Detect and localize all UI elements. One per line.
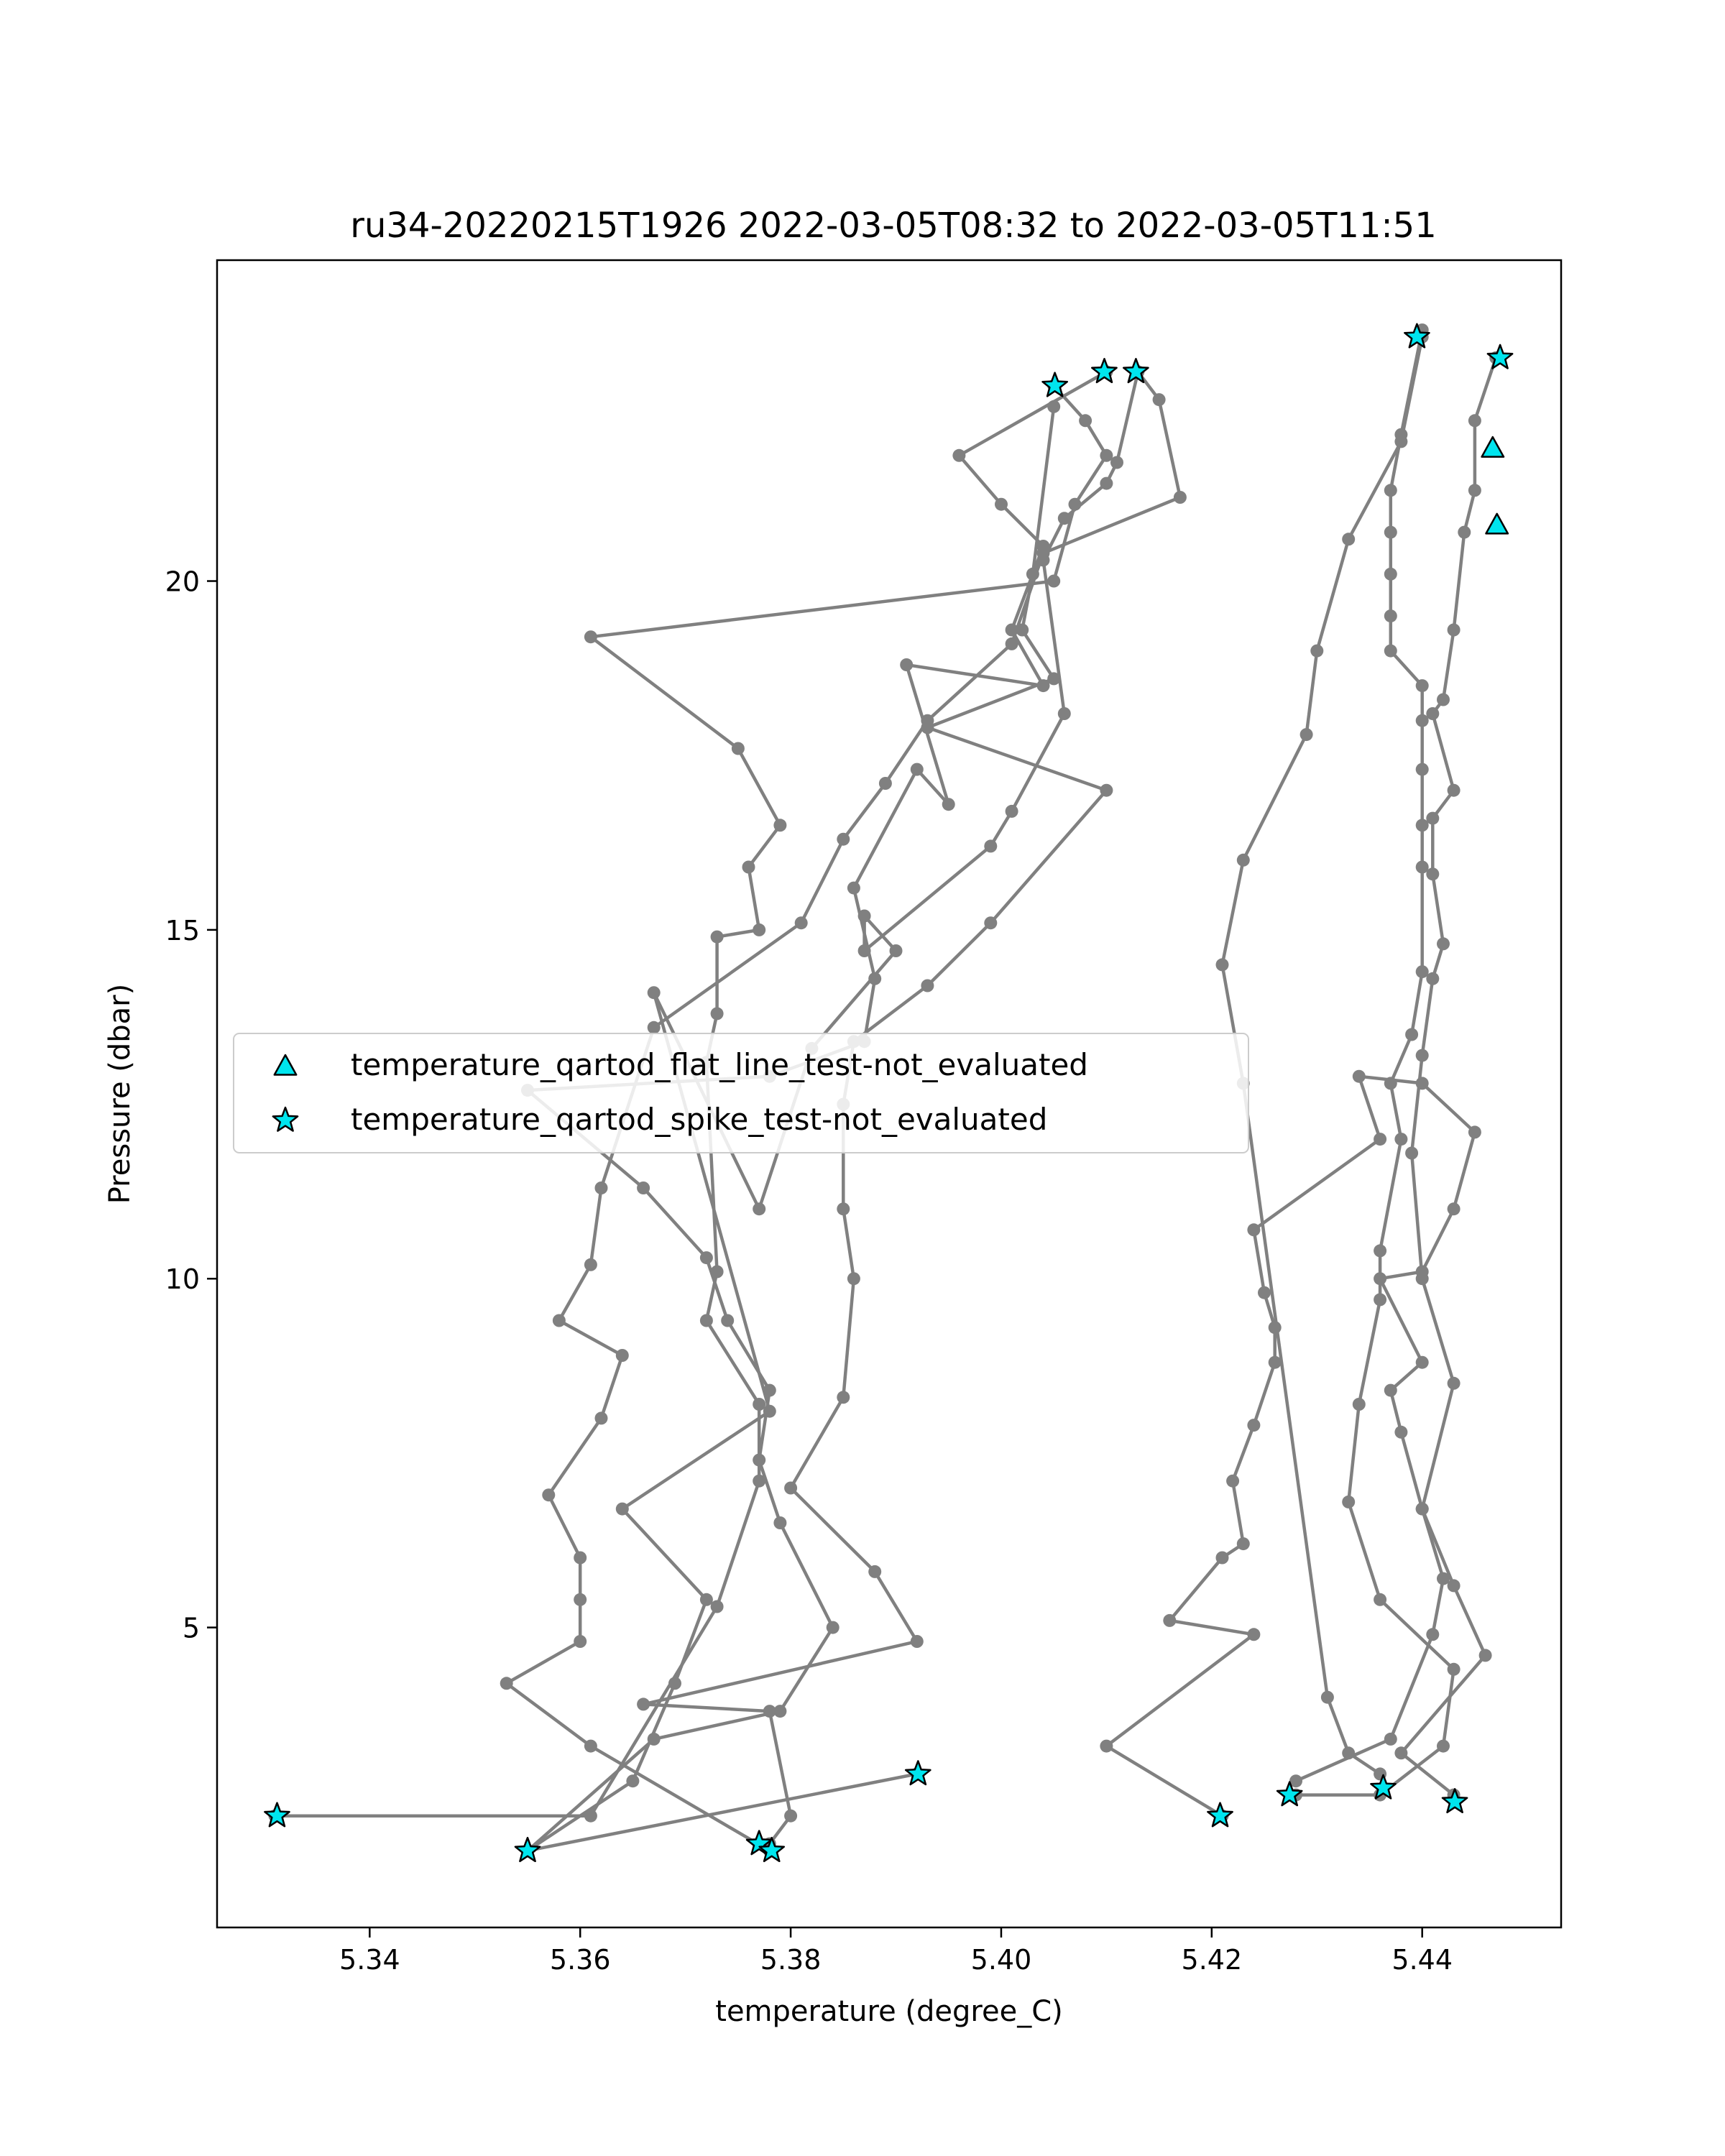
y-tick-label: 15 [165, 914, 200, 946]
data-point [911, 1635, 924, 1648]
data-point [648, 1021, 661, 1034]
data-point [1416, 1356, 1429, 1369]
data-point [1384, 484, 1397, 497]
data-point [879, 777, 892, 790]
data-point [637, 1181, 650, 1194]
data-point [1448, 784, 1460, 797]
data-point [763, 1705, 776, 1718]
data-point [742, 861, 755, 874]
data-point [1258, 1286, 1271, 1299]
data-point [837, 833, 850, 846]
data-point [721, 1314, 734, 1327]
data-point [1247, 1419, 1260, 1432]
data-point [837, 1391, 850, 1404]
data-point [1216, 1552, 1229, 1565]
data-point [1448, 1663, 1460, 1676]
data-point [648, 986, 661, 999]
data-point [648, 1733, 661, 1746]
y-axis-label: Pressure (dbar) [104, 983, 137, 1204]
data-point [1374, 1133, 1386, 1146]
data-point [1384, 609, 1397, 622]
data-point [1110, 456, 1123, 469]
data-point [711, 1600, 724, 1613]
y-axis [165, 566, 217, 1644]
data-point [773, 1516, 786, 1529]
data-point [784, 1810, 797, 1823]
flat-line-test-marker [1486, 514, 1508, 534]
data-point [616, 1503, 629, 1516]
data-point [1426, 1628, 1439, 1641]
data-point [995, 498, 1008, 511]
data-point [1353, 1070, 1366, 1083]
data-point [921, 721, 934, 734]
x-tick-label: 5.42 [1181, 1944, 1243, 1976]
x-tick-label: 5.36 [549, 1944, 611, 1976]
data-point [1448, 1377, 1460, 1390]
data-point [1394, 1133, 1407, 1146]
data-point [1374, 1293, 1386, 1306]
data-point [1384, 568, 1397, 581]
data-point [637, 1697, 650, 1710]
data-point [1448, 624, 1460, 637]
spike-test-marker [1208, 1803, 1232, 1827]
data-point [616, 1349, 629, 1362]
data-point [773, 819, 786, 831]
data-point [1047, 672, 1060, 685]
data-point [1342, 1496, 1355, 1508]
data-point [827, 1621, 840, 1634]
data-point [1426, 707, 1439, 720]
spike-test-marker [906, 1761, 930, 1784]
data-point [868, 1565, 881, 1578]
data-point [868, 972, 881, 985]
data-point [1353, 1398, 1366, 1411]
legend [234, 1033, 1248, 1153]
data-point [1374, 1244, 1386, 1257]
data-point [1405, 1147, 1418, 1160]
data-point [1394, 435, 1407, 448]
data-point [1153, 393, 1166, 406]
data-point [1300, 728, 1313, 741]
y-tick-label: 5 [182, 1612, 200, 1644]
data-point [1384, 526, 1397, 539]
data-point [1216, 958, 1229, 971]
data-point [626, 1774, 639, 1787]
data-point [1237, 854, 1250, 867]
data-point [984, 839, 997, 852]
data-point [574, 1552, 586, 1565]
data-point [837, 1202, 850, 1215]
data-point [984, 916, 997, 929]
data-point [1342, 1746, 1355, 1759]
data-point [1384, 1733, 1397, 1746]
data-point [668, 1677, 681, 1690]
data-point [584, 630, 597, 643]
data-point [890, 944, 903, 957]
data-point [1247, 1628, 1260, 1641]
data-point [574, 1635, 586, 1648]
data-point [1448, 1202, 1460, 1215]
data-point [1247, 1223, 1260, 1236]
x-tick-label: 5.40 [970, 1944, 1032, 1976]
chart-title: ru34-20220215T1926 2022-03-05T08:32 to 2022-03-05T11:51 [350, 206, 1437, 246]
data-point [595, 1181, 608, 1194]
data-point [1426, 812, 1439, 825]
data-point [1468, 484, 1481, 497]
data-point [574, 1593, 586, 1606]
data-point [1426, 867, 1439, 880]
profile-line-7 [1296, 330, 1454, 1795]
data-point [553, 1314, 566, 1327]
data-point [1437, 1740, 1450, 1753]
data-point [1416, 1049, 1429, 1062]
x-tick-label: 5.34 [339, 1944, 400, 1976]
data-point [1405, 1028, 1418, 1041]
data-point [584, 1258, 597, 1271]
data-point [911, 763, 924, 776]
data-point [1006, 637, 1018, 650]
x-axis [339, 1927, 1453, 1976]
data-point [1437, 937, 1450, 950]
data-point [753, 1202, 765, 1215]
data-point [700, 1251, 713, 1264]
data-point [942, 798, 955, 811]
data-point [1163, 1614, 1176, 1627]
data-point [1058, 707, 1071, 720]
data-point [1016, 624, 1029, 637]
data-point [1416, 1272, 1429, 1285]
data-point [784, 1482, 797, 1495]
data-point [1479, 1649, 1492, 1662]
data-point [700, 1314, 713, 1327]
data-point [1448, 1579, 1460, 1592]
data-point [847, 1272, 860, 1285]
data-point [1321, 1691, 1334, 1704]
data-point [1416, 679, 1429, 692]
data-point [1394, 1426, 1407, 1439]
data-point [1437, 694, 1450, 706]
data-point [1237, 1537, 1250, 1550]
data-point [847, 882, 860, 895]
data-point [584, 1740, 597, 1753]
data-point [700, 1593, 713, 1606]
x-tick-label: 5.38 [760, 1944, 822, 1976]
data-point [795, 916, 808, 929]
data-point [1047, 575, 1060, 588]
spike-test-marker [1043, 373, 1067, 397]
legend-label-flat-line: temperature_qartod_flat_line_test-not_evaluated [351, 1047, 1088, 1082]
data-point [1342, 533, 1355, 545]
data-point [1226, 1475, 1239, 1488]
data-point [1310, 645, 1323, 658]
data-point [542, 1488, 555, 1501]
data-point [1006, 805, 1018, 818]
data-point [732, 742, 745, 755]
data-point [900, 658, 913, 671]
data-point [1079, 414, 1092, 427]
data-point [711, 1007, 724, 1020]
data-point [1426, 972, 1439, 985]
data-point [1047, 400, 1060, 413]
data-point [1100, 477, 1113, 490]
data-point [595, 1411, 608, 1424]
spike-test-marker [1443, 1789, 1467, 1812]
data-point [1374, 1593, 1386, 1606]
data-point [753, 923, 765, 936]
data-point [500, 1677, 513, 1690]
x-tick-label: 5.44 [1392, 1944, 1453, 1976]
data-point [1468, 1125, 1481, 1138]
data-point [1384, 1384, 1397, 1397]
data-point [921, 980, 934, 992]
data-point [711, 931, 724, 944]
data-point [952, 449, 965, 462]
data-point [1416, 1503, 1429, 1516]
legend-label-spike: temperature_qartod_spike_test-not_evaluated [351, 1102, 1048, 1137]
x-axis-label: temperature (degree_C) [715, 1995, 1063, 2028]
data-point [1394, 1746, 1407, 1759]
data-point [1384, 1077, 1397, 1089]
spike-test-marker [1488, 345, 1512, 369]
data-point [753, 1454, 765, 1467]
data-point [1037, 547, 1050, 560]
profile-line-6 [1106, 1077, 1474, 1816]
data-point [1174, 491, 1187, 504]
y-tick-label: 20 [165, 566, 200, 598]
data-point [1100, 784, 1113, 797]
flat-line-test-marker [1482, 437, 1504, 457]
data-point [1100, 1740, 1113, 1753]
data-point [1468, 414, 1481, 427]
y-tick-label: 10 [165, 1263, 200, 1296]
data-point [1026, 568, 1039, 581]
data-point [1058, 512, 1071, 525]
spike-test-marker [264, 1803, 289, 1827]
data-point [1384, 645, 1397, 658]
data-point [763, 1384, 776, 1397]
data-point [1458, 526, 1471, 539]
data-point [1416, 763, 1429, 776]
